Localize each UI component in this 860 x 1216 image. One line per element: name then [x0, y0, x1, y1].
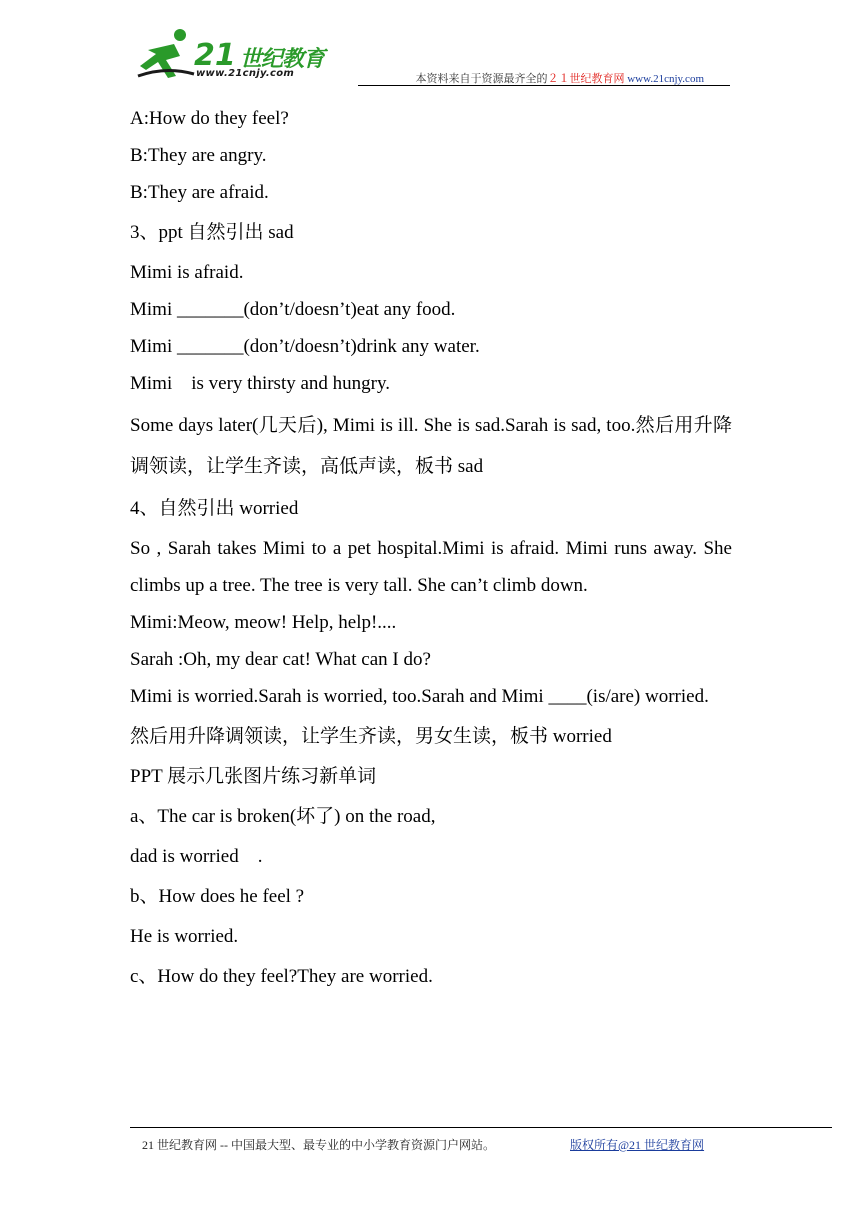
section-heading: 4、自然引出 worried	[130, 498, 299, 519]
text-line: Mimi _______(don’t/doesn’t)eat any food.	[130, 299, 456, 320]
exercise-item: c、How do they feel?They are worried.	[130, 966, 433, 987]
exercise-item: He is worried.	[130, 926, 239, 947]
text-line: Mimi is afraid.	[130, 262, 244, 283]
text-line: Sarah :Oh, my dear cat! What can I do?	[130, 649, 431, 670]
runner-icon	[136, 26, 196, 82]
exercise-item: dad is worried .	[130, 846, 263, 867]
header-rule	[358, 85, 730, 86]
logo-title: 世纪教育	[240, 47, 325, 72]
text-paragraph: So , Sarah takes Mimi to a pet hospital.Mimi is afraid. Mimi runs away. She climbs up a tree. The tree is very tall. She can’t climb down.	[130, 538, 732, 596]
text-line: Mimi:Meow, meow! Help, help!....	[130, 612, 397, 633]
logo	[136, 26, 336, 84]
text-line: B:They are angry.	[130, 145, 267, 166]
header-note-prefix: 本资料来自于资源最齐全的	[415, 73, 548, 85]
text-paragraph: Mimi is worried.Sarah is worried, too.Sarah and Mimi ____(is/are) worried.	[130, 686, 709, 707]
document-body	[130, 100, 732, 995]
footer-rule	[130, 1127, 832, 1128]
footer-text: 21 世纪教育网 -- 中国最大型、最专业的中小学教育资源门户网站。	[142, 1138, 495, 1152]
header-note-url[interactable]: www.21cnjy.com	[627, 73, 704, 85]
exercise-item: b、How does he feel ?	[130, 886, 305, 907]
footer-copyright-link[interactable]: 版权所有@21 世纪教育网	[570, 1138, 705, 1152]
logo-number: 21	[194, 38, 236, 73]
header-note	[415, 70, 704, 86]
text-line: A:How do they feel?	[130, 108, 289, 129]
page-footer	[130, 1127, 832, 1152]
logo-url: www.21cnjy.com	[196, 68, 295, 79]
text-paragraph: Some days later(几天后), Mimi is ill. She is sad.Sarah is sad, too.然后用升降调领读，让学生齐读，高低声读，板书 sad	[130, 415, 732, 477]
text-line: Mimi is very thirsty and hungry.	[130, 373, 390, 394]
exercise-item: a、The car is broken(坏了) on the road,	[130, 806, 436, 827]
page-header	[130, 22, 730, 88]
section-heading: 3、ppt 自然引出 sad	[130, 222, 294, 243]
text-line: Mimi _______(don’t/doesn’t)drink any water.	[130, 336, 480, 357]
text-line: B:They are afraid.	[130, 182, 269, 203]
text-line: PPT 展示几张图片练习新单词	[130, 766, 377, 787]
text-line: 然后用升降调领读，让学生齐读，男女生读，板书 worried	[130, 726, 612, 747]
header-note-highlight: ２１世纪教育网	[547, 73, 625, 85]
